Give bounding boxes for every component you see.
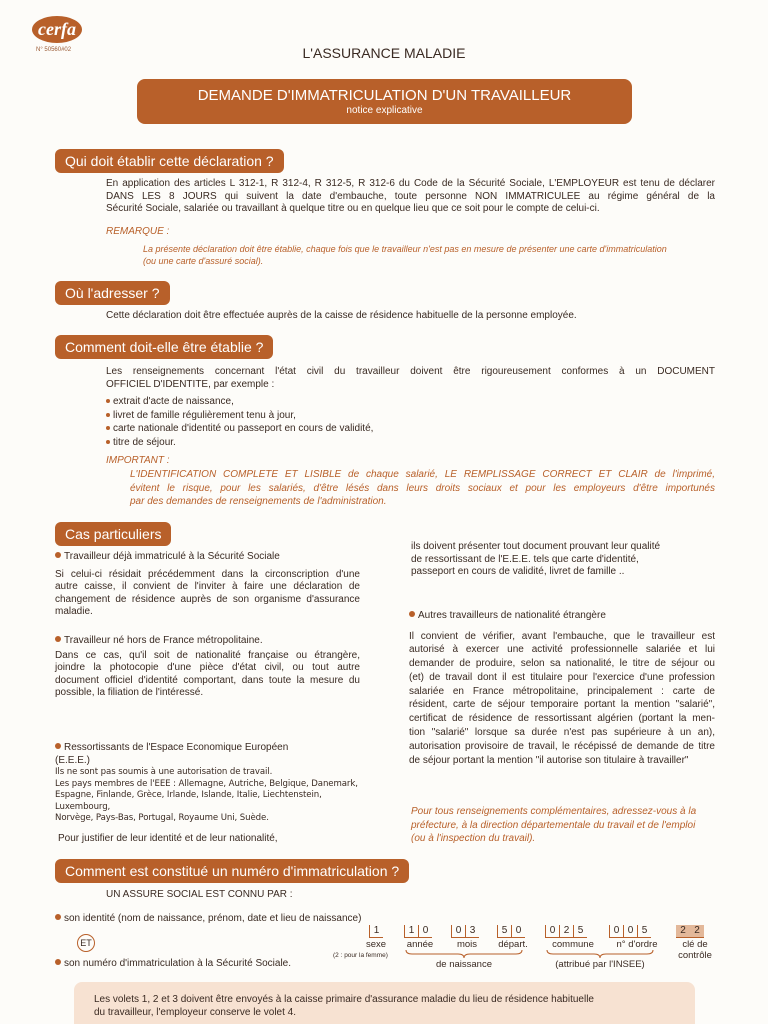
case-deja-immatricule (55, 551, 360, 619)
text-line: Si celui-ci résidait précédemment dans la circonscription d'une (55, 568, 360, 580)
section-heading-comment: Comment doit-elle être établie ? (55, 335, 273, 359)
text-line: ils doivent présenter tout document prouvant leur qualité (411, 541, 661, 552)
digit-box: 1 (369, 925, 383, 938)
brace-naissance (404, 949, 524, 959)
bullet-icon (106, 426, 110, 430)
bullet-icon (55, 552, 61, 558)
text-line: document officiel d'identité comportant, dans toute la mesure du (55, 674, 360, 686)
case-title: Autres travailleurs de nationalité étrangère (418, 610, 606, 621)
document-list (106, 395, 373, 449)
digit-box: 1 (404, 925, 418, 938)
text-line: résident, carte de séjour temporaire portant la mention "salarié", (409, 699, 715, 711)
label-ordre: n° d'ordre (616, 939, 658, 950)
case-eee (55, 742, 375, 845)
text-line: (et) de travail dont il est titulaire pour l'exercice d'une profession (409, 671, 715, 683)
et-circle: ET (77, 934, 95, 952)
digit-box: 5 (637, 925, 651, 938)
section-heading-cas: Cas particuliers (55, 522, 171, 546)
organization-name: L'ASSURANCE MALADIE (302, 45, 466, 61)
section-text-ou: Cette déclaration doit être effectuée auprès de la caisse de résidence habituelle de la personne employée. (106, 310, 577, 321)
title-box (137, 79, 632, 124)
list-item: carte nationale d'identité ou passeport en cours de validité, (106, 422, 373, 436)
remark-text (143, 243, 723, 267)
digit-box: 3 (465, 925, 479, 938)
label-cle: clé de contrôle (678, 939, 712, 961)
digit-group-sexe (369, 925, 383, 938)
text-line: Ils ne sont pas soumis à une autorisation de travail. (55, 767, 273, 777)
digit-box: 0 (418, 925, 432, 938)
digit-box: 2 (676, 925, 690, 938)
text-line: Pour justifier de leur identité et de leur nationalité, (58, 832, 278, 844)
digit-group-cle (676, 925, 704, 938)
important-label: IMPORTANT : (106, 455, 170, 466)
important-text (130, 468, 715, 509)
text-line: Les pays membres de l'EEE : Allemagne, Autriche, Belgique, Danemark, (55, 778, 358, 789)
text-line: En application des articles L 312-1, R 312-4, R 312-5, R 312-6 du Code de la Sécurité Sociale, L'EMPLOYEUR est tenu de déclarer (106, 178, 715, 189)
section-heading-ou: Où l'adresser ? (55, 281, 170, 305)
digit-group-commune (545, 925, 587, 938)
bullet-icon (55, 959, 61, 965)
text-line: joindre la photocopie d'une pièce d'état civil, ou tout autre (55, 662, 360, 673)
digit-box: 0 (451, 925, 465, 938)
identity-line: son identité (nom de naissance, prénom, date et lieu de naissance) (55, 913, 361, 926)
text-line: Dans ce cas, qu'il soit de nationalité française ou étrangère, (55, 649, 360, 661)
text-line: par des demandes de renseignements de l'administration. (130, 496, 387, 507)
bullet-icon (409, 611, 415, 617)
text-line: autre caisse, il convient de l'inviter à faire une déclaration de (55, 581, 360, 592)
text-line: tion "salarié" lorsque sa durée n'est pas supérieure à un an), (409, 727, 715, 739)
bullet-icon (106, 399, 110, 403)
case-title: Ressortissants de l'Espace Economique Européen (64, 742, 289, 753)
section-heading-qui: Qui doit établir cette déclaration ? (55, 149, 284, 173)
text-line: changement de résidence auprès de son organisme d'assurance (55, 593, 360, 605)
cerfa-logo: cerfa (32, 16, 82, 43)
text-line: L'IDENTIFICATION COMPLETE ET LISIBLE de chaque salarié, LE REMPLISSAGE CORRECT ET CLAIR de l'imprimé, (130, 469, 715, 480)
label-sexe: sexe (365, 939, 387, 950)
digit-box: 5 (573, 925, 587, 938)
case-etrangers (409, 610, 715, 767)
case-title: Travailleur déjà immatriculé à la Sécurité Sociale (64, 551, 280, 562)
remark-label: REMARQUE : (106, 226, 170, 237)
document-subtitle: notice explicative (346, 105, 423, 116)
digit-group-annee (404, 925, 432, 938)
list-item: titre de séjour. (106, 436, 373, 450)
text-line: Les renseignements concernant l'état civil du travailleur doivent être rigoureusement conformes à un DOCUMENT (106, 366, 715, 377)
digit-box: 0 (545, 925, 559, 938)
label-mois: mois (456, 939, 478, 950)
info-contact (411, 805, 716, 846)
list-item: livret de famille régulièrement tenu à jour, (106, 409, 373, 423)
digit-box: 2 (559, 925, 573, 938)
text-line: certificat de résidence de ressortissant algérien (portant la men- (409, 713, 715, 725)
case-eee-continued (411, 541, 716, 579)
text-line: Pour tous renseignements complémentaires, adressez-vous à la (411, 806, 697, 817)
bullet-icon (55, 743, 61, 749)
label-sexe-note: (2 : pour la femme) (333, 952, 388, 959)
text-line: de ressortissant de l'E.E.E. tels que carte d'identité, (411, 553, 639, 565)
text-line: demander de produire, selon sa nationalité, le titre de séjour ou (409, 658, 715, 670)
text-line: Les volets 1, 2 et 3 doivent être envoyés à la caisse primaire d'assurance maladie du lieu de résidence habituelle (94, 994, 594, 1005)
label-insee: (attribué par l'INSEE) (555, 959, 645, 970)
digit-group-mois (451, 925, 479, 938)
text-line: préfecture, à la direction départementale du travail et de l'emploi (411, 819, 696, 831)
text-line: Norvège, Pays-Bas, Portugal, Royaume Uni, Suède. (55, 813, 269, 823)
text-line: passeport en cours de validité, livret de famille .. (411, 566, 625, 577)
text-line: maladie. (55, 606, 93, 617)
cerfa-number: N° 50560#02 (36, 47, 72, 53)
case-title: Travailleur né hors de France métropolitaine. (64, 635, 263, 646)
digit-box: 0 (609, 925, 623, 938)
bullet-icon (106, 413, 110, 417)
text-line: salariée en France métropolitaine, principalement : carte de (409, 685, 715, 697)
digit-box: 0 (623, 925, 637, 938)
case-ne-hors-france (55, 635, 360, 700)
label-depart: départ. (498, 939, 528, 950)
label-annee: année (406, 939, 434, 950)
digit-box: 2 (690, 925, 704, 938)
digit-box: 5 (497, 925, 511, 938)
label-commune: commune (552, 939, 594, 950)
brace-insee (545, 949, 655, 959)
text-line: OFFICIEL D'IDENTITE, par exemple : (106, 378, 275, 390)
digit-group-depart (497, 925, 525, 938)
text-line: (ou à l'inspection du travail). (411, 833, 536, 844)
eee-details (55, 767, 375, 825)
text-line: (ou une carte d'assuré social). (143, 256, 264, 266)
text-line: évitent le risque, pour les salariés, d'être lésés dans leurs droits sociaux et pour les employeurs d'être importunés (130, 482, 715, 494)
text-line: autorisation provisoire de travail, le récépissé de demande de titre (409, 740, 715, 752)
text-line: La présente déclaration doit être établie, chaque fois que le travailleur n'est pas en mesure de présenter une carte d'immatriculation (143, 244, 667, 254)
text-line: possible, la filiation de l'intéressé. (55, 687, 204, 698)
text-line: Sécurité Sociale, salariée ou travaillant à quelque titre ou en quelque lieu que ce soit pour le compte de celui-ci. (106, 203, 600, 214)
known-by-text: UN ASSURE SOCIAL EST CONNU PAR : (106, 889, 293, 900)
bullet-icon (106, 440, 110, 444)
text-line: du travailleur, l'employeur conserve le volet 4. (94, 1006, 297, 1018)
number-line: son numéro d'immatriculation à la Sécurité Sociale. (55, 958, 291, 971)
text-line: Il convient de vérifier, avant l'embauche, que le travailleur est (409, 630, 715, 642)
footer-notice (74, 982, 695, 1024)
text-line: de séjour portant la mention "il autorise son titulaire à travailler" (409, 754, 689, 766)
section-heading-numero: Comment est constitué un numéro d'immatriculation ? (55, 859, 409, 883)
list-item: extrait d'acte de naissance, (106, 395, 373, 409)
digit-group-ordre (609, 925, 651, 938)
digit-box: 0 (511, 925, 525, 938)
section-text-comment (106, 366, 715, 391)
text-line: (E.E.E.) (55, 754, 91, 766)
label-naissance: de naissance (436, 959, 492, 970)
bullet-icon (55, 914, 61, 920)
bullet-icon (55, 636, 61, 642)
text-line: Espagne, Finlande, Grèce, Irlande, Islande, Italie, Liechtenstein, Luxembourg, (55, 790, 322, 812)
document-title: DEMANDE D'IMMATRICULATION D'UN TRAVAILLEUR (197, 87, 572, 104)
text-line: autorisé à exercer une activité professionnelle salariée et lui (409, 644, 715, 656)
text-line: DANS LES 8 JOURS qui suivent la date d'embauche, toute personne NON IMMATRICULEE au régime général de la (106, 190, 715, 202)
section-text-qui (106, 178, 715, 216)
